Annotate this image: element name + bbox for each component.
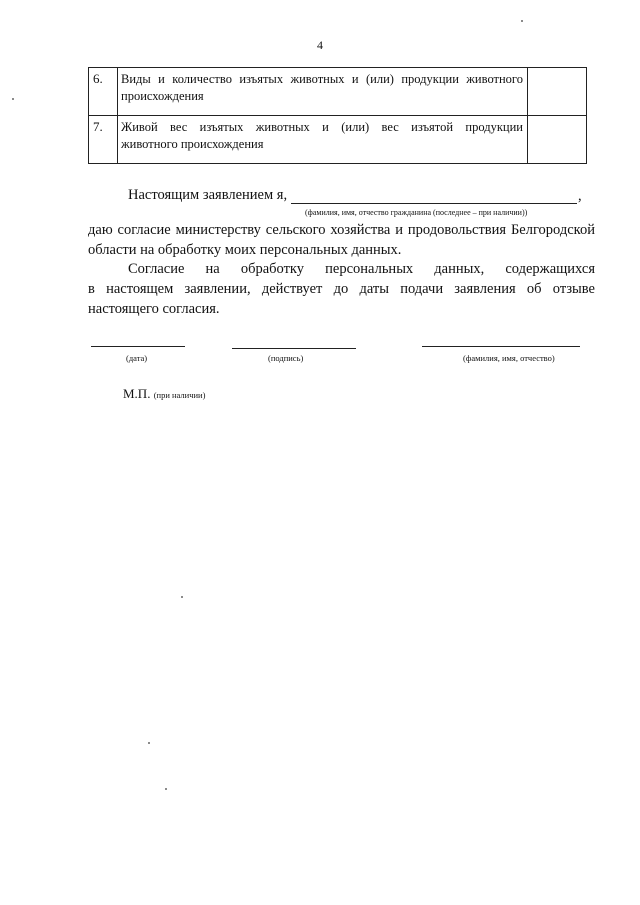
validity-line: Согласие на обработку персональных данных, содержащихся [128,261,595,277]
validity-line: в настоящем заявлении, действует до даты подачи заявления об отзыве [88,281,595,297]
row-number: 7. [89,116,118,164]
signature-caption: (подпись) [268,353,304,363]
scan-speck [521,20,523,22]
full-name-hint: (фамилия, имя, отчество гражданина (последнее – при наличии)) [305,208,528,217]
table-row [89,116,587,164]
scan-speck [165,788,167,790]
consent-line: области на обработку моих персональных данных. [88,242,402,258]
row-value-cell[interactable] [528,116,587,164]
row-description-line: происхождения [121,89,204,103]
scan-speck [12,98,14,100]
date-field[interactable] [91,346,185,347]
page-number: 4 [317,38,323,52]
scan-speck [148,742,150,744]
validity-line: настоящего согласия. [88,301,220,317]
full-name-field[interactable] [291,203,577,204]
table-row [89,68,587,116]
signature-field[interactable] [232,348,356,349]
stamp-place [123,386,205,402]
info-table [88,67,587,164]
row-description-line: животного происхождения [121,137,264,151]
stamp-label: М.П. [123,386,151,401]
row-description-line: Виды и количество изъятых животных и (или) продукции животного [121,72,523,86]
stamp-note: (при наличии) [153,390,206,400]
row-description [118,68,528,116]
signer-name-field[interactable] [422,346,580,347]
row-description [118,116,528,164]
scan-speck [181,596,183,598]
signer-name-caption: (фамилия, имя, отчество) [463,353,555,363]
consent-line: даю согласие министерству сельского хозяйства и продовольствия Белгородской [88,222,595,238]
row-value-cell[interactable] [528,68,587,116]
date-caption: (дата) [126,353,148,363]
declaration-intro: Настоящим заявлением я, [128,187,288,203]
row-description-line: Живой вес изъятых животных и (или) вес изъятой продукции [121,120,523,134]
row-number: 6. [89,68,118,116]
validity-paragraph [88,259,595,319]
declaration-comma: , [578,188,582,204]
consent-paragraph [88,220,595,260]
